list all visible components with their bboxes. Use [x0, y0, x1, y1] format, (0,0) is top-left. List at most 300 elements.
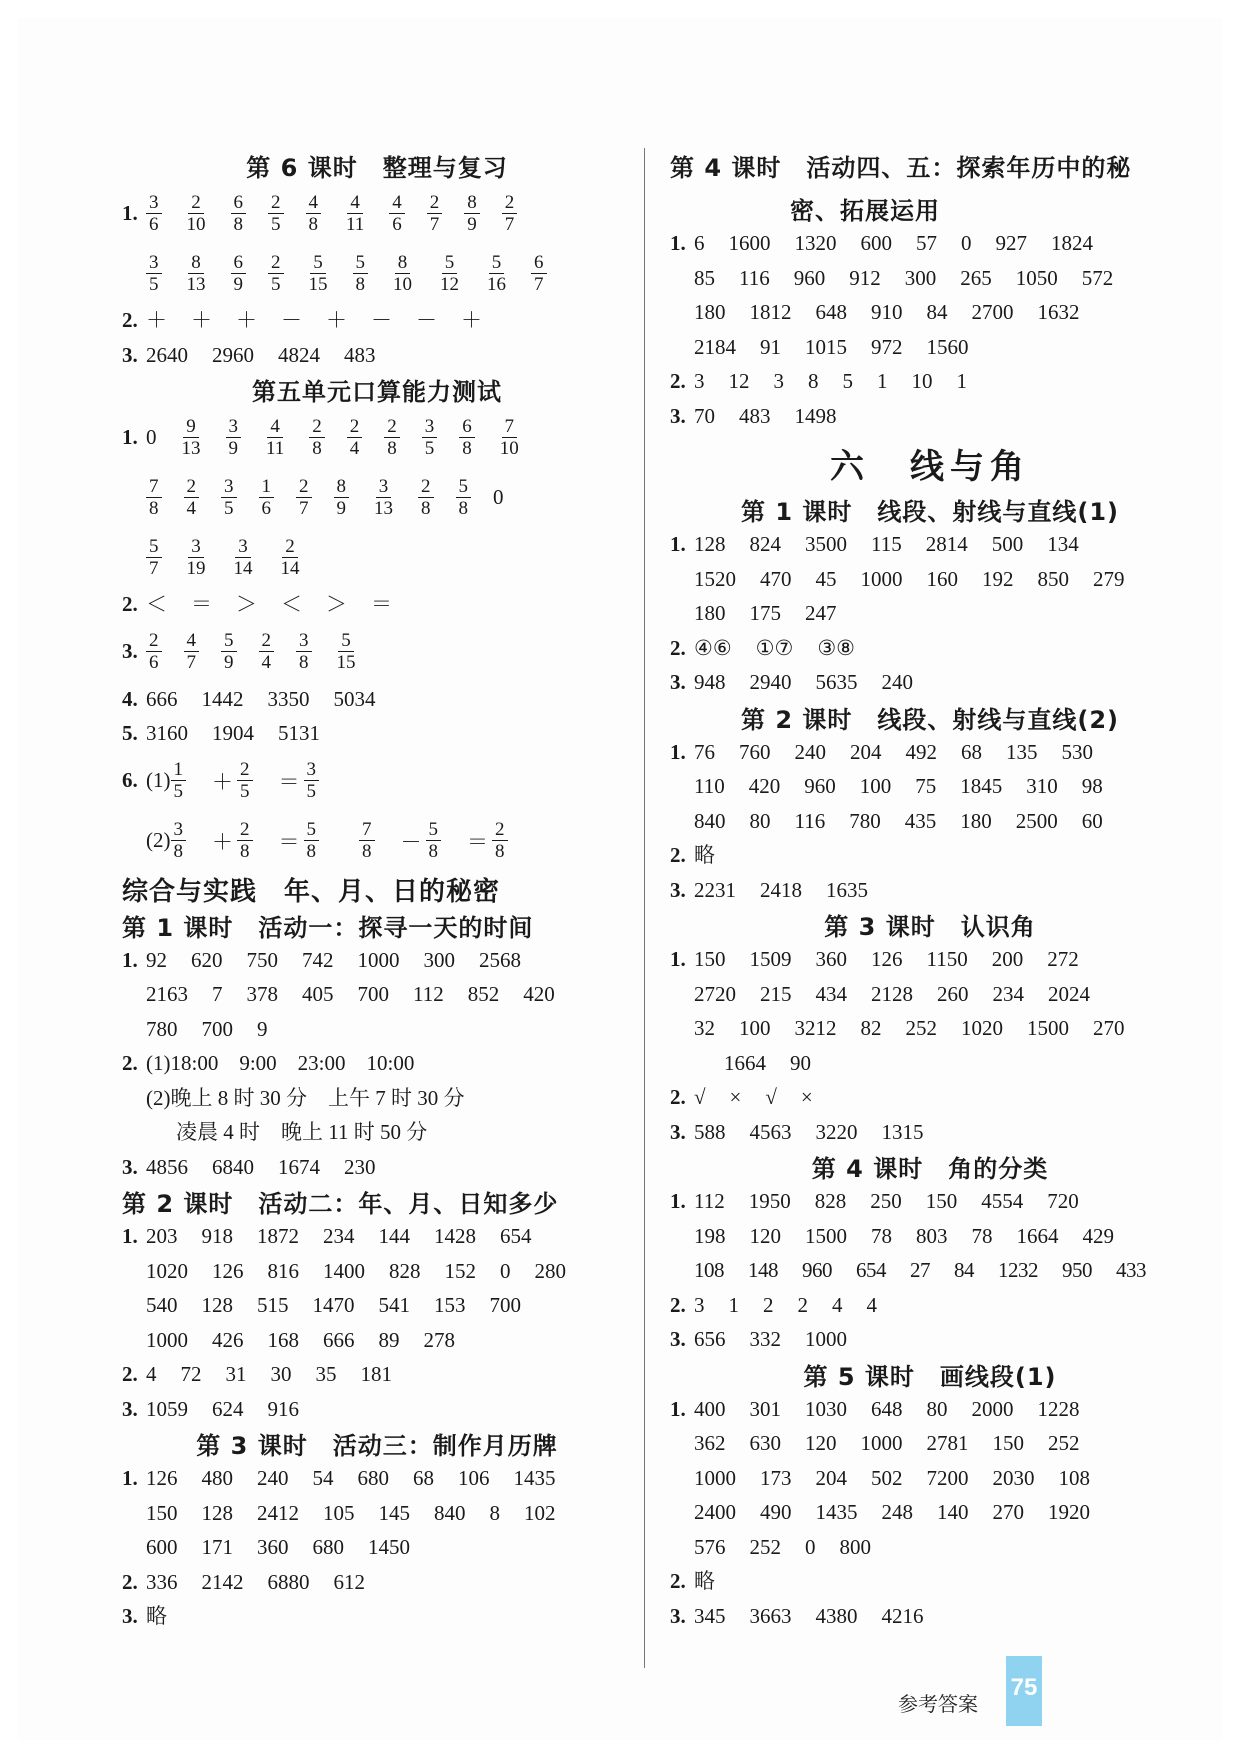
answer-line: (2)晚上 8 时 30 分 上午 7 时 30 分 — [146, 1085, 465, 1110]
answer-value: 654 — [500, 1224, 532, 1248]
answer-value: ＞ — [236, 592, 257, 616]
answer-value: ＝ — [191, 592, 212, 616]
answer-value: 2500 — [1015, 808, 1058, 833]
answer-value: 362 — [694, 1431, 726, 1455]
equation-row: 6. (1) $\frac{1}{5}$ ＋ $\frac{2}{5}$ ＝ $\frac{3}{5}$ — [122, 751, 632, 811]
answer-value: 4856 — [146, 1154, 188, 1179]
answer-value: 6840 — [212, 1154, 254, 1179]
answer-value: 92 — [146, 947, 167, 972]
answer-value: － — [416, 308, 437, 332]
fraction: $\frac{2}{8}$ — [309, 416, 325, 459]
answer-value: 750 — [246, 947, 278, 972]
answer-line: 1. 92 620 750 742 1000 300 2568 — [122, 943, 632, 978]
answer-value: 803 — [916, 1223, 948, 1248]
answer-line: 2. ＋ ＋ ＋ － ＋ － － ＋ — [122, 303, 632, 338]
answer-value: 1428 — [434, 1224, 476, 1248]
answer-value: 2163 — [146, 982, 188, 1006]
answer-line: 1. 128 824 3500 115 2814 500 134 — [670, 527, 1190, 562]
answer-value: 171 — [201, 1535, 233, 1559]
fraction: $\frac{2}{6}$ — [146, 630, 162, 673]
answer-value: 150 — [925, 1189, 958, 1213]
section-title: 第 4 课时 角的分类 — [811, 1155, 1049, 1183]
answer-line — [122, 1012, 632, 1047]
answer-line — [122, 1288, 632, 1323]
fraction: $\frac{2}{4}$ — [259, 630, 275, 673]
section-title: 第 6 课时 整理与复习 — [246, 154, 508, 182]
answer-line: 1. 203 918 1872 234 144 1428 654 — [122, 1219, 632, 1254]
answer-value: 2412 — [257, 1500, 299, 1525]
answer-value: ＋ — [191, 308, 212, 332]
answer-line: 3. 2640 2960 4824 483 — [122, 338, 632, 373]
answer-value: 80 — [926, 1396, 948, 1421]
answer-value: 828 — [814, 1189, 847, 1213]
fraction: $\frac{6}{9}$ — [231, 252, 247, 295]
answer-value: 816 — [267, 1258, 299, 1283]
fraction: $\frac{5}{16}$ — [487, 251, 506, 295]
answer-value: 1020 — [146, 1258, 188, 1283]
answer-value: 100 — [859, 774, 892, 798]
answer-value: 1 — [956, 369, 967, 393]
answer-value: 115 — [871, 532, 902, 556]
fraction: $\frac{3}{9}$ — [226, 416, 242, 459]
answer-value: 105 — [323, 1500, 355, 1525]
answer-value: 1435 — [815, 1500, 858, 1524]
section-title: 第 1 课时 线段、射线与直线(1) — [740, 498, 1120, 526]
answer-line: 2. (1)18:00 9:00 23:00 10:00 — [122, 1051, 415, 1075]
answer-value: 1632 — [1037, 300, 1080, 324]
fraction: $\frac{8}{9}$ — [334, 476, 350, 519]
fraction: $\frac{2}{7}$ — [296, 476, 312, 519]
answer-line: 2. 4 72 31 30 35 181 — [122, 1357, 632, 1392]
fraction: $\frac{5}{7}$ — [146, 536, 162, 579]
answer-value: 100 — [739, 1016, 771, 1040]
answer-value: 134 — [1047, 532, 1079, 556]
fraction: $\frac{3}{5}$ — [422, 416, 438, 459]
answer-line — [122, 1323, 632, 1358]
answer-value: 2640 — [146, 342, 188, 367]
answer-value: 1400 — [323, 1258, 365, 1283]
section-title: 第 1 课时 活动一：探寻一天的时间 — [122, 913, 534, 942]
answer-value: 912 — [849, 265, 881, 290]
answer-value: 234 — [992, 981, 1024, 1006]
answer-value: 1000 — [146, 1327, 188, 1352]
answer-line: 1. 150 1509 360 126 1150 200 272 — [670, 942, 1190, 977]
fraction-row: 3. $\frac{2}{6}$ $\frac{4}{7}$ $\frac{5}{9}$ $\frac{2}{4}$ $\frac{3}{8}$ $\frac{5}{15}$ — [122, 622, 632, 682]
answer-value: 112 — [413, 982, 444, 1006]
answer-line: 2. ④⑥ ①⑦ ③⑧ — [670, 631, 1190, 666]
answer-value: 180 — [960, 808, 992, 833]
answer-line: 2. 略 — [670, 843, 715, 867]
right-column — [670, 148, 1190, 1633]
answer-value: 332 — [749, 1327, 781, 1351]
answer-value: 78 — [871, 1223, 892, 1248]
answer-value: 2720 — [694, 981, 736, 1006]
answer-value: 1000 — [860, 566, 903, 591]
answer-value: 700 — [489, 1293, 521, 1317]
answer-value: 60 — [1081, 808, 1103, 833]
answer-value: 2000 — [971, 1396, 1014, 1421]
answer-value: 252 — [749, 1534, 781, 1559]
answer-value: 433 — [1116, 1258, 1146, 1282]
answer-value: 8 — [808, 369, 819, 393]
answer-value: 1 — [728, 1292, 739, 1317]
answer-value: 248 — [881, 1500, 913, 1524]
section-title-cont: 密、拓展运用 — [790, 197, 940, 225]
answer-value: 656 — [694, 1327, 726, 1351]
answer-value: 648 — [815, 300, 847, 324]
answer-value: 84 — [954, 1258, 974, 1282]
fraction: $\frac{4}{6}$ — [389, 192, 405, 235]
answer-value: 4554 — [981, 1189, 1024, 1213]
answer-value: 345 — [694, 1603, 726, 1628]
answer-value: 918 — [201, 1224, 233, 1248]
fraction: $\frac{7}{10}$ — [499, 415, 519, 459]
answer-value: 128 — [694, 532, 726, 556]
answer-value: 840 — [694, 808, 726, 833]
answer-value: 1664 — [724, 1050, 766, 1075]
answer-value: 128 — [201, 1293, 233, 1317]
answer-value: 1020 — [961, 1016, 1003, 1040]
fraction: $\frac{1}{6}$ — [259, 476, 275, 519]
answer-value: 2 — [763, 1292, 774, 1317]
answer-value: 760 — [739, 739, 771, 764]
fraction: $\frac{8}{13}$ — [186, 251, 206, 295]
answer-line: 2. 略 — [670, 1569, 715, 1593]
answer-line — [670, 596, 1190, 631]
answer-value: 972 — [871, 334, 903, 359]
answer-value: 576 — [694, 1534, 726, 1559]
answer-value: 272 — [1047, 947, 1079, 971]
answer-value: 90 — [790, 1050, 811, 1075]
answer-value: 2231 — [694, 877, 736, 902]
answer-value: × — [729, 1085, 742, 1109]
answer-value: 2400 — [694, 1500, 736, 1524]
answer-value: 1664 — [1016, 1223, 1059, 1248]
fraction: $\frac{5}{15}$ — [336, 630, 356, 673]
fraction: $\frac{2}{8}$ — [418, 476, 434, 519]
fraction: $\frac{3}{8}$ — [296, 630, 312, 673]
section-title: 第 2 课时 线段、射线与直线(2) — [740, 705, 1120, 734]
section-title: 第 4 课时 活动四、五：探索年历中的秘 — [670, 154, 1132, 182]
answer-value: 850 — [1037, 566, 1069, 591]
answer-value: 624 — [212, 1396, 244, 1421]
answer-value: 600 — [146, 1535, 178, 1559]
fraction: $\frac{6}{8}$ — [459, 416, 475, 459]
answer-value: 108 — [1058, 1465, 1090, 1490]
answer-value: 0 — [961, 231, 972, 255]
answer-value: 1920 — [1048, 1500, 1090, 1524]
answer-value: 112 — [694, 1189, 725, 1213]
fraction: $\frac{2}{5}$ — [268, 192, 284, 235]
fraction: $\frac{2}{10}$ — [186, 191, 206, 235]
fraction: $\frac{8}{9}$ — [464, 192, 480, 235]
answer-line — [670, 1046, 1190, 1081]
fraction-row — [122, 467, 632, 527]
fraction: $\frac{5}{15}$ — [308, 251, 328, 295]
answer-value: 32 — [694, 1016, 715, 1040]
answer-value: 68 — [413, 1466, 434, 1490]
answer-value: 3 — [694, 369, 705, 393]
answer-value: 530 — [1061, 739, 1093, 764]
answer-line: 3. 345 3663 4380 4216 — [670, 1599, 1190, 1634]
answer-line — [670, 804, 1190, 839]
answer-value: 4563 — [749, 1119, 792, 1144]
answer-value: 0 — [500, 1258, 511, 1283]
answer-line — [670, 562, 1190, 597]
fraction: $\frac{3}{5}$ — [221, 476, 237, 519]
answer-value: 175 — [749, 601, 781, 625]
fraction: $\frac{3}{6}$ — [146, 192, 162, 235]
answer-value: 150 — [146, 1500, 178, 1525]
answer-value: 1824 — [1051, 231, 1093, 255]
answer-value: 204 — [815, 1465, 847, 1490]
answer-value: 1600 — [728, 231, 771, 255]
answer-value: 1435 — [513, 1466, 556, 1490]
answer-value: 336 — [146, 1569, 178, 1594]
answer-value: 1320 — [794, 231, 837, 255]
fraction-row: 1. 0 $\frac{9}{13}$ $\frac{3}{9}$ $\frac{4}{11}$ $\frac{2}{8}$ $\frac{2}{4}$ $\frac{2}{8}$ $\frac{3}{5}$ $\frac{6}{8}$ $\frac{7}{10}$ — [122, 407, 632, 467]
answer-line — [670, 1253, 1190, 1288]
answer-value: 378 — [246, 982, 278, 1006]
answer-value: ＋ — [236, 308, 257, 332]
answer-line: 3. 1059 624 916 — [122, 1392, 632, 1427]
answer-value: 148 — [748, 1258, 778, 1282]
answer-value: 666 — [323, 1327, 355, 1352]
answer-value: 102 — [524, 1500, 556, 1525]
answer-value: 800 — [839, 1534, 871, 1559]
answer-line — [670, 977, 1190, 1012]
answer-value: 1015 — [805, 334, 847, 359]
answer-line: 1. 112 1950 828 250 150 4554 720 — [670, 1184, 1190, 1219]
answer-value: 140 — [937, 1500, 969, 1524]
answer-value: 0 — [805, 1534, 816, 1559]
answer-value: 70 — [694, 403, 715, 428]
answer-line: 3. 656 332 1000 — [670, 1322, 1190, 1357]
answer-value: － — [371, 308, 392, 332]
fraction: $\frac{3}{14}$ — [233, 535, 253, 579]
answer-value: 1500 — [805, 1223, 847, 1248]
answer-value: 480 — [201, 1466, 233, 1490]
answer-value: 84 — [926, 300, 948, 324]
answer-value: 3 — [773, 369, 784, 393]
fraction: $\frac{4}{7}$ — [184, 630, 200, 673]
answer-value: 5034 — [333, 686, 376, 711]
answer-value: 600 — [860, 231, 892, 255]
fraction: $\frac{6}{8}$ — [231, 192, 247, 235]
answer-value: 1 — [877, 369, 888, 393]
answer-value: 310 — [1026, 774, 1058, 798]
answer-line — [122, 977, 632, 1012]
answer-value: 1059 — [146, 1396, 188, 1421]
section-title: 综合与实践 年、月、日的秘密 — [122, 876, 501, 907]
answer-value: 12 — [728, 369, 750, 393]
answer-value: 68 — [961, 739, 982, 764]
answer-value: 1950 — [748, 1189, 791, 1213]
answer-value: 1560 — [926, 334, 969, 359]
answer-value: 426 — [212, 1327, 244, 1352]
answer-value: 648 — [871, 1396, 903, 1421]
answer-value: 470 — [760, 566, 792, 591]
section-title: 第 2 课时 活动二：年、月、日知多少 — [122, 1190, 559, 1218]
fraction: $\frac{2}{8}$ — [384, 416, 400, 459]
answer-value: 4824 — [278, 342, 320, 367]
answer-value: 435 — [904, 808, 937, 833]
answer-value: 98 — [1081, 774, 1103, 798]
answer-value: 45 — [815, 566, 837, 591]
answer-value: 126 — [146, 1466, 178, 1490]
answer-value: 2814 — [925, 532, 968, 556]
answer-value: 1000 — [860, 1431, 903, 1455]
answer-line: 3. 4856 6840 1674 230 — [122, 1150, 632, 1185]
answer-value: 2184 — [694, 334, 736, 359]
section-title: 第 5 课时 画线段(1) — [803, 1362, 1057, 1391]
footer-label: 参考答案 — [898, 1692, 978, 1716]
fraction: $\frac{2}{7}$ — [502, 192, 518, 235]
answer-value: 960 — [793, 265, 826, 290]
answer-line: 4. 666 1442 3350 5034 — [122, 682, 632, 717]
answer-value: 1000 — [694, 1465, 736, 1490]
answer-value: 300 — [904, 265, 937, 290]
answer-value: 1050 — [1015, 265, 1058, 290]
answer-value: 128 — [201, 1500, 233, 1525]
fraction: $\frac{5}{12}$ — [440, 251, 459, 295]
answer-value: 4 — [146, 1362, 157, 1386]
answer-value: 1845 — [960, 774, 1003, 798]
answer-line: 3. 2231 2418 1635 — [670, 873, 1190, 908]
answer-value: √ — [765, 1085, 777, 1109]
answer-value: 181 — [360, 1362, 392, 1386]
answer-value: 1509 — [749, 947, 792, 971]
fraction: $\frac{2}{4}$ — [347, 416, 363, 459]
answer-value: 126 — [871, 947, 903, 971]
answer-value: 240 — [881, 670, 913, 694]
answer-value: ＜ — [146, 592, 167, 616]
answer-line: 1. 76 760 240 204 492 68 135 530 — [670, 735, 1190, 770]
answer-line — [122, 1530, 632, 1565]
answer-line — [670, 1461, 1190, 1496]
answer-value: 247 — [805, 601, 837, 625]
answer-value: 1232 — [998, 1258, 1038, 1282]
answer-value: 1470 — [312, 1293, 355, 1317]
section-title: 第五单元口算能力测试 — [252, 378, 502, 406]
answer-value: 116 — [739, 265, 770, 290]
answer-value: 1872 — [257, 1224, 299, 1248]
answer-value: 960 — [804, 774, 836, 798]
answer-value: 91 — [760, 334, 781, 359]
answer-value: 4 — [866, 1292, 877, 1317]
answer-value: 5635 — [815, 670, 858, 694]
answer-value: ＜ — [281, 592, 302, 616]
answer-value: 630 — [749, 1431, 781, 1455]
answer-value: 2418 — [760, 877, 802, 902]
answer-value: － — [281, 308, 302, 332]
answer-value: 1498 — [794, 403, 837, 428]
answer-value: 916 — [267, 1396, 299, 1421]
answer-value: 3663 — [749, 1603, 792, 1628]
answer-value: 1000 — [805, 1327, 847, 1351]
answer-value: 502 — [871, 1465, 903, 1490]
answer-line — [670, 1219, 1190, 1254]
answer-line: 3. 略 — [122, 1604, 167, 1628]
answer-value: 234 — [323, 1224, 355, 1248]
answer-line: 2. 3 1 2 2 4 4 — [670, 1288, 1190, 1323]
answer-value: 89 — [378, 1327, 400, 1352]
answer-value: 588 — [694, 1119, 726, 1144]
answer-value: 252 — [905, 1016, 937, 1040]
answer-value: 108 — [694, 1258, 724, 1282]
answer-value: 720 — [1047, 1189, 1079, 1213]
fraction: $\frac{2}{5}$ — [268, 252, 284, 295]
answer-value: 6 — [694, 231, 705, 255]
answer-value: 54 — [312, 1466, 334, 1490]
answer-value: 1450 — [368, 1535, 410, 1559]
fraction-row — [122, 243, 632, 303]
answer-value: ＋ — [461, 308, 482, 332]
fraction: $\frac{9}{13}$ — [181, 415, 201, 459]
answer-value: 742 — [302, 947, 334, 972]
answer-value: 2030 — [992, 1465, 1035, 1490]
answer-value: ＝ — [371, 592, 392, 616]
answer-value: 1500 — [1027, 1016, 1069, 1040]
answer-value: 4216 — [881, 1603, 924, 1628]
answer-value: 0 — [493, 484, 504, 509]
answer-value: 145 — [378, 1500, 410, 1525]
answer-value: 3220 — [815, 1119, 858, 1144]
answer-value: 300 — [423, 947, 455, 972]
answer-value: 153 — [434, 1293, 466, 1317]
answer-value: 2960 — [212, 342, 254, 367]
answer-value: 680 — [312, 1535, 344, 1559]
answer-value: 230 — [344, 1154, 376, 1179]
left-column — [122, 148, 632, 1634]
answer-value: 950 — [1062, 1258, 1092, 1282]
answer-value: 270 — [1093, 1016, 1125, 1040]
fraction: $\frac{8}{10}$ — [393, 251, 412, 295]
answer-value: 483 — [739, 403, 771, 428]
answer-value: 654 — [856, 1258, 886, 1282]
answer-value: 203 — [146, 1224, 178, 1248]
fraction-row — [122, 527, 632, 587]
answer-value: 215 — [760, 981, 792, 1006]
answer-value: 1674 — [278, 1154, 320, 1179]
answer-value: 120 — [805, 1431, 837, 1455]
answer-value: 5 — [842, 369, 853, 393]
answer-value: 7 — [212, 982, 223, 1006]
answer-value: 1812 — [749, 300, 792, 324]
answer-value: 910 — [871, 300, 903, 324]
answer-value: 1228 — [1037, 1396, 1080, 1421]
answer-line: 3. 948 2940 5635 240 — [670, 665, 1190, 700]
answer-value: 434 — [815, 981, 847, 1006]
answer-value: 280 — [534, 1258, 566, 1283]
answer-value: 828 — [389, 1258, 421, 1283]
answer-value: 252 — [1048, 1431, 1080, 1455]
answer-value: 2128 — [871, 981, 913, 1006]
answer-value: 4380 — [815, 1603, 858, 1628]
answer-line — [670, 1011, 1190, 1046]
answer-value: 126 — [212, 1258, 244, 1283]
answer-value: 110 — [694, 774, 725, 798]
answer-value: 72 — [180, 1362, 202, 1386]
fraction: $\frac{2}{14}$ — [280, 535, 300, 579]
answer-value: 192 — [982, 566, 1014, 591]
answer-value: 2781 — [926, 1431, 969, 1455]
answer-value: 541 — [378, 1293, 410, 1317]
answer-line: 3. 588 4563 3220 1315 — [670, 1115, 1190, 1150]
answer-value: 35 — [315, 1362, 337, 1386]
fraction: $\frac{5}{9}$ — [221, 630, 237, 673]
answer-value: 135 — [1006, 739, 1038, 764]
